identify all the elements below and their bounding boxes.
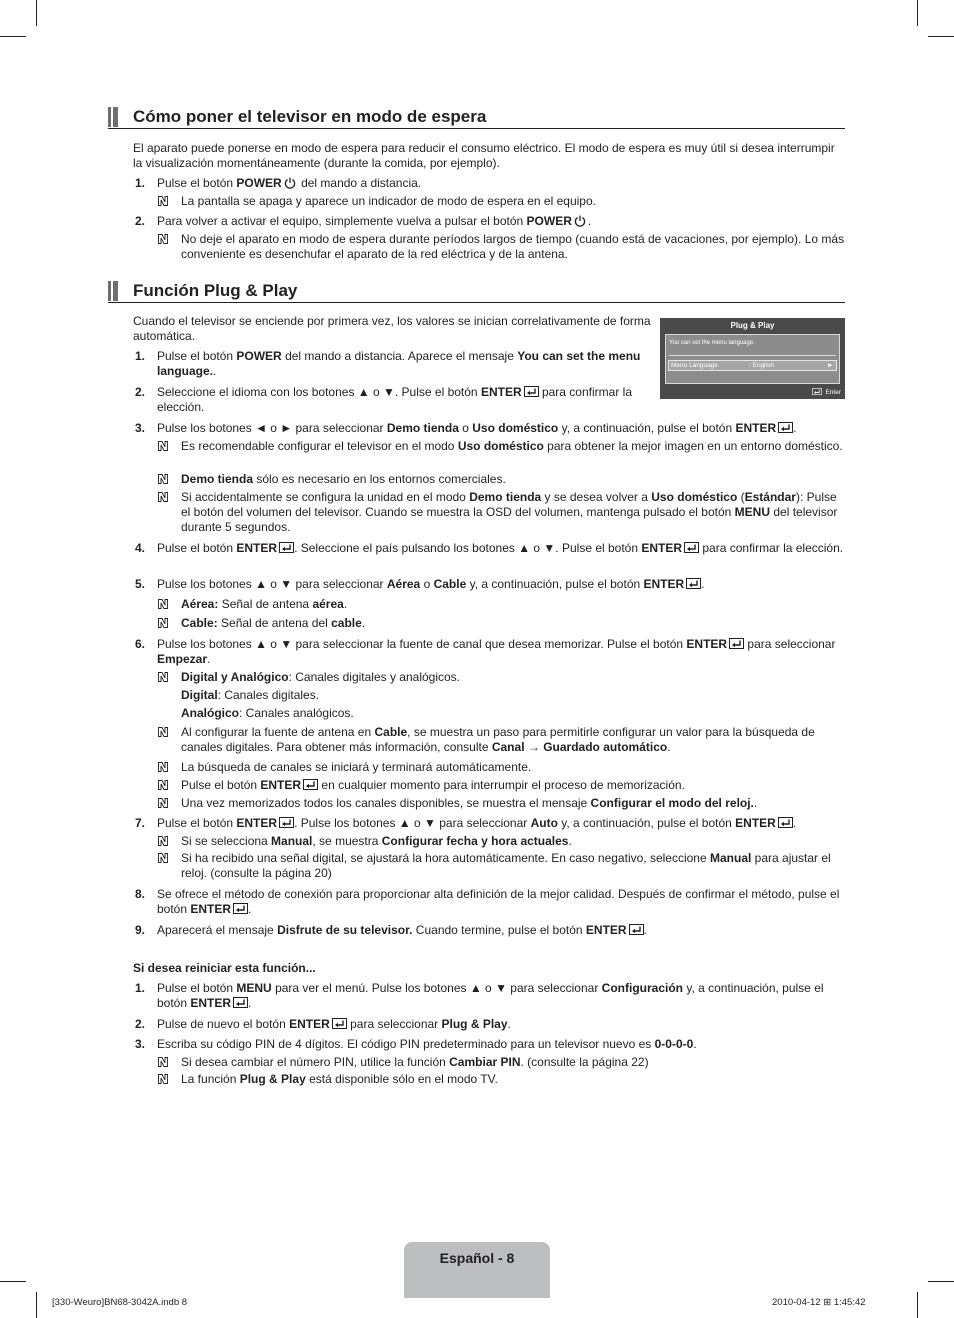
osd-panel: [665, 334, 840, 384]
plug-play-step-2: 2. Seleccione el idioma con los botones ▲ o ▼. Pulse el botón ENTER para confirmar la elección.: [135, 385, 632, 414]
section-bar-icon: [108, 107, 118, 127]
note-icon: [157, 726, 169, 738]
enter-icon: [524, 386, 539, 397]
note-icon: [157, 195, 169, 207]
plug-play-note-6d: Pulse el botón ENTER en cualquier momento para interrumpir el proceso de memorización.: [157, 778, 845, 793]
enter-icon: [686, 578, 701, 589]
power-icon: [284, 177, 296, 189]
plug-play-note-6b: Al configurar la fuente de antena en Cable, se muestra un paso para permitirle configurar un valor para la búsqueda de canales digitales. Para obtener más información, consulte Canal → Guardado automático.: [157, 725, 845, 755]
plug-play-note-7b: Si ha recibido una señal digital, se ajustará la hora automáticamente. En caso negativo, seleccione Manual para ajustar el reloj. (consulte la página 20): [157, 851, 845, 881]
crop-mark: [0, 1281, 26, 1282]
footer-file-name: [330-Weuro]BN68-3042A.indb 8: [52, 1297, 188, 1308]
plug-play-note-3c: Si accidentalmente se configura la unidad en el modo Demo tienda y se desea volver a Uso doméstico (Estándar): Pulse el botón del volumen del televisor. Cuando se muestra la OSD del volumen, mantenga pulsado el botón MENU del televisor durante 5 segundos.: [157, 490, 845, 535]
plug-play-step-3: 3. Pulse los botones ◄ o ► para seleccionar Demo tienda o Uso doméstico y, a continuación, pulse el botón ENTER .: [135, 421, 797, 435]
standby-note-2: No deje el aparato en modo de espera durante períodos largos de tiempo (cuando está de vacaciones, por ejemplo). Lo más conveniente es desenchufar el aparato de la red eléctrica y de la antena.: [157, 232, 845, 262]
note-icon: [157, 598, 169, 610]
note-icon: [157, 473, 169, 485]
plug-play-note-5b: Cable: Señal de antena del cable.: [157, 616, 845, 631]
enter-icon: [233, 903, 248, 914]
plug-play-step-4: 4. Pulse el botón ENTER . Seleccione el país pulsando los botones ▲ o ▼. Pulse el botón ENTER para confirmar la elección.: [135, 541, 844, 555]
plug-play-note-7a: Si se selecciona Manual, se muestra Configurar fecha y hora actuales.: [157, 834, 845, 849]
crop-mark: [917, 0, 918, 26]
note-icon: [157, 617, 169, 629]
power-icon: [574, 215, 586, 227]
plug-play-note-5a: Aérea: Señal de antena aérea.: [157, 597, 845, 612]
note-icon: [157, 761, 169, 773]
plug-play-note-6c: La búsqueda de canales se iniciará y terminará automáticamente.: [157, 760, 845, 775]
reset-step-1: 1. Pulse el botón MENU para ver el menú. Pulse los botones ▲ o ▼ para seleccionar Configuración y, a continuación, pulse el botón ENTER .: [135, 981, 824, 1010]
crop-mark: [917, 1292, 918, 1318]
plug-play-step-1: 1. Pulse el botón POWER del mando a distancia. Aparece el mensaje You can set the menu language..: [135, 349, 641, 378]
note-icon: [157, 1056, 169, 1068]
footer-timestamp: 2010-04-12 ⊞ 1:45:42: [772, 1297, 866, 1308]
standby-step-1: 1. Pulse el botón POWER del mando a distancia.: [135, 176, 422, 190]
page-number-badge: [404, 1242, 550, 1298]
enter-icon: [729, 638, 744, 649]
osd-title: Plug & Play: [730, 321, 775, 330]
crop-mark: [0, 36, 26, 37]
crop-mark: [928, 36, 954, 37]
standby-intro: El aparato puede ponerse en modo de espera para reducir el consumo eléctrico. El modo de espera es muy útil si desea interrumpir la visualización momentáneamente (durante la comida, por ejemplo).: [133, 141, 835, 170]
section-title: Función Plug & Play: [133, 281, 298, 300]
osd-menu-label: Menu Language: [671, 362, 718, 369]
section-header-standby: [108, 106, 845, 129]
reset-step-3: 3. Escriba su código PIN de 4 dígitos. El código PIN predeterminado para un televisor nuevo es 0-0-0-0.: [135, 1037, 697, 1051]
section-header-plug-play: [108, 280, 845, 303]
osd-menu-value: : English: [749, 362, 774, 369]
plug-play-note-3a: Es recomendable configurar el televisor en el modo Uso doméstico para obtener la mejor imagen en un entorno doméstico.: [157, 439, 845, 454]
page-number: Español - 8: [439, 1250, 515, 1266]
plug-play-note-6e: Una vez memorizados todos los canales disponibles, se muestra el mensaje Configurar el modo del reloj..: [157, 796, 845, 811]
osd-divider: [669, 355, 836, 356]
note-icon: [157, 491, 169, 503]
plug-play-osd: [660, 318, 845, 399]
note-icon: [157, 835, 169, 847]
enter-icon: [812, 388, 822, 395]
enter-icon: [684, 542, 699, 553]
plug-play-step-8: 8. Se ofrece el método de conexión para proporcionar alta definición de la mejor calidad. Después de confirmar el método, pulse el botón ENTER .: [135, 887, 840, 916]
plug-play-step-7: 7. Pulse el botón ENTER . Pulse los botones ▲ o ▼ para seleccionar Auto y, a continuación, pulse el botón ENTER .: [135, 816, 797, 830]
note-icon: [157, 797, 169, 809]
standby-note-1: La pantalla se apaga y aparece un indicador de modo de espera en el equipo.: [157, 194, 845, 209]
note-icon: [157, 779, 169, 791]
note-icon: [157, 852, 169, 864]
section-bar-icon: [108, 281, 118, 301]
enter-icon: [279, 542, 294, 553]
enter-icon: [778, 422, 793, 433]
plug-play-note-3b: Demo tienda sólo es necesario en los entornos comerciales.: [157, 472, 845, 487]
enter-icon: [233, 997, 248, 1008]
standby-step-2: 2. Para volver a activar el equipo, simplemente vuelva a pulsar el botón POWER .: [135, 214, 592, 228]
reset-step-2: 2. Pulse de nuevo el botón ENTER para seleccionar Plug & Play.: [135, 1017, 511, 1031]
reset-note-3a: Si desea cambiar el número PIN, utilice la función Cambiar PIN. (consulte la página 22): [157, 1055, 845, 1070]
plug-play-step-6: 6. Pulse los botones ▲ o ▼ para seleccionar la fuente de canal que desea memorizar. Pulse el botón ENTER para seleccionar Empezar.: [135, 637, 836, 666]
section-title: Cómo poner el televisor en modo de espera: [133, 107, 487, 126]
note-icon: [157, 1073, 169, 1085]
plug-play-intro: Cuando el televisor se enciende por primera vez, los valores se inician correlativamente de forma automática.: [133, 314, 651, 343]
enter-icon: [778, 817, 793, 828]
osd-message: You can set the menu language.: [669, 340, 755, 346]
crop-mark: [36, 1292, 37, 1318]
plug-play-note-6a: Digital y Analógico: Canales digitales y analógicos.: [157, 670, 845, 685]
enter-icon: [332, 1018, 347, 1029]
enter-icon: [629, 924, 644, 935]
crop-mark: [928, 1281, 954, 1282]
plug-play-step-5: 5. Pulse los botones ▲ o ▼ para seleccionar Aérea o Cable y, a continuación, pulse el botón ENTER .: [135, 577, 705, 591]
crop-mark: [36, 0, 37, 26]
osd-enter-hint: Enter: [812, 388, 841, 397]
plug-play-note-6a-digital: Digital: Canales digitales.: [181, 688, 320, 702]
plug-play-note-6a-analog: Analógico: Canales analógicos.: [181, 706, 354, 720]
arrow-right-icon: ►: [827, 362, 834, 369]
enter-icon: [279, 817, 294, 828]
enter-icon: [303, 779, 318, 790]
osd-menu-language-row: [668, 360, 837, 371]
plug-play-step-9: 9. Aparecerá el mensaje Disfrute de su televisor. Cuando termine, pulse el botón ENTER .: [135, 923, 647, 937]
note-icon: [157, 440, 169, 452]
note-icon: [157, 233, 169, 245]
reset-heading: Si desea reiniciar esta función...: [133, 961, 316, 975]
note-icon: [157, 671, 169, 683]
reset-note-3b: La función Plug & Play está disponible sólo en el modo TV.: [157, 1072, 845, 1087]
